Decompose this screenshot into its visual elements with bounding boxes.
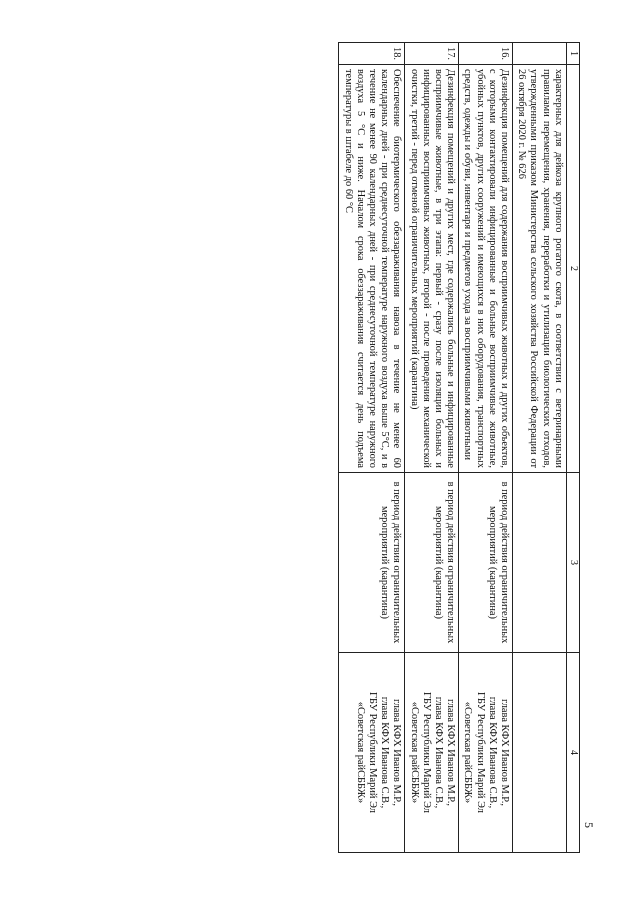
header-cell: 4 bbox=[566, 653, 579, 853]
row-number: 17. bbox=[405, 43, 459, 65]
responsible-line: ГБУ Республики Марий Эл bbox=[366, 692, 378, 813]
measures-table bbox=[338, 42, 580, 853]
measure-text: Дезинфекция помещений и других мест, где содержались больные и инфицированные восприимчивые животные, в три этапа: первый - сразу после изоляции больных и инфицированных восприимчивых животных, второй - после проведения механической очистки, третий - перед отменой ограничительных мероприятий (карантина) bbox=[405, 65, 459, 473]
table-header-row bbox=[566, 43, 579, 853]
responsible-line: глава КФХ Иванов М.Р., bbox=[445, 699, 457, 806]
responsible-line: ГБУ Республики Марий Эл bbox=[420, 692, 432, 813]
measure-text: характерных для дейкоза крупного рогатого скота, в соответствии с ветеринарными правилами перемещения, хранения, переработки и утилизации биологических отходов, утвержденными приказом Министерства сельского хозяйства Российской Федерации от 26 октября 2020 г. № 626 bbox=[512, 65, 566, 473]
table-row bbox=[405, 43, 459, 853]
header-cell: 2 bbox=[566, 65, 579, 473]
responsible-cell bbox=[405, 653, 459, 853]
table-row bbox=[459, 43, 513, 853]
responsible-line: «Советская райСББЖ» bbox=[408, 701, 420, 804]
responsible-line: ГБУ Республики Марий Эл bbox=[474, 692, 486, 813]
responsible-line: «Советская райСББЖ» bbox=[462, 701, 474, 804]
responsible-line: глава КФХ Иванова С.В., bbox=[379, 696, 391, 809]
responsible-line: глава КФХ Иванов М.Р., bbox=[391, 699, 403, 806]
row-number: 18. bbox=[339, 43, 405, 65]
header-cell: 3 bbox=[566, 473, 579, 653]
responsible-line: «Советская райСББЖ» bbox=[354, 701, 366, 804]
responsible-cell bbox=[339, 653, 405, 853]
header-cell: 1 bbox=[566, 43, 579, 65]
period-text bbox=[512, 473, 566, 653]
period-text: в период действия ограничительных мероприятий (карантина) bbox=[459, 473, 513, 653]
table-row bbox=[512, 43, 566, 853]
responsible-cell bbox=[512, 653, 566, 853]
page-number: 5 bbox=[582, 822, 596, 828]
responsible-cell bbox=[459, 653, 513, 853]
row-number: 16. bbox=[459, 43, 513, 65]
period-text: в период действия ограничительных мероприятий (карантина) bbox=[339, 473, 405, 653]
row-number bbox=[512, 43, 566, 65]
period-text: в период действия ограничительных мероприятий (карантина) bbox=[405, 473, 459, 653]
responsible-line: глава КФХ Иванов М.Р., bbox=[498, 699, 510, 806]
rotated-page-content bbox=[80, 42, 580, 852]
table-row bbox=[339, 43, 405, 853]
responsible-line: глава КФХ Иванова С.В., bbox=[432, 696, 444, 809]
responsible-line: глава КФХ Иванова С.В., bbox=[486, 696, 498, 809]
measure-text: Обеспечение биотермического обеззараживания навоза в течение не менее 60 календарных дней - при среднесуточной температуре наружного воздуха выше 5°С, и в течение не менее 90 календарных дней - при среднесуточной температуре наружного воздуха 5 °С и ниже. Началом срока обеззараживания считается день подъема температуры в штабеле до 60 °С bbox=[339, 65, 405, 473]
measure-text: Дезинфекция помещений для содержания восприимчивых животных и других объектов, с которыми контактировали инфицированные и больные восприимчивые животные, убойных пунктов, других сооружений и имеющихся в них оборудования, транспортных средств, одежды и обуви, инвентаря и предметов ухода за восприимчивыми животными bbox=[459, 65, 513, 473]
